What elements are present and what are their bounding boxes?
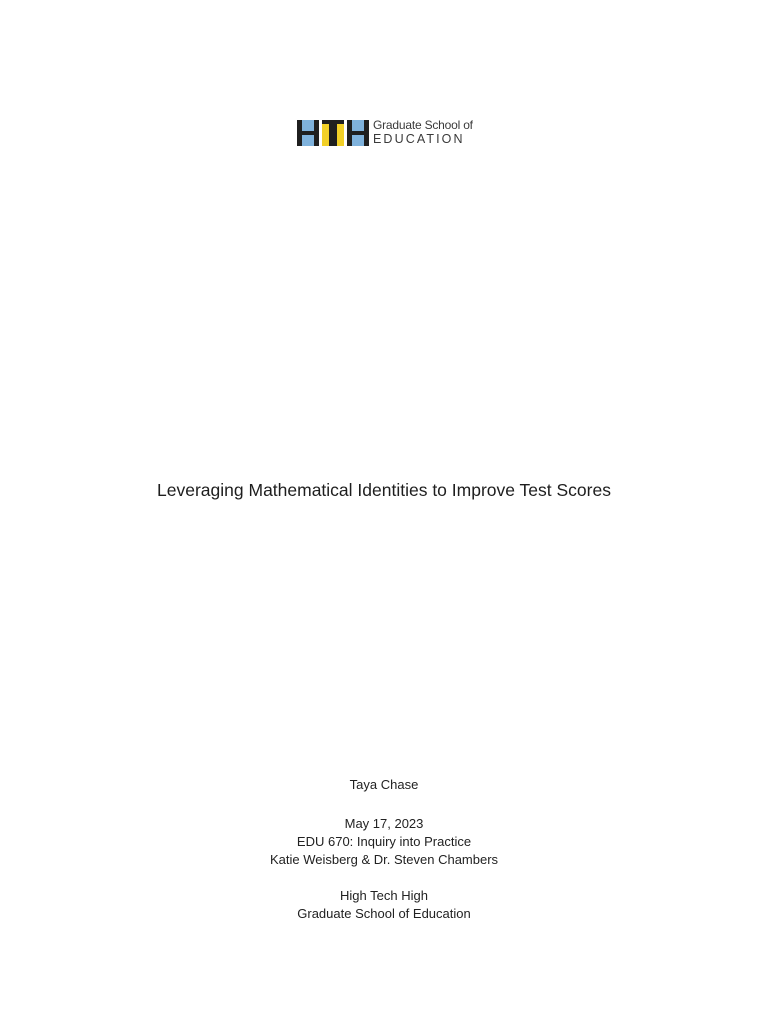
date: May 17, 2023 <box>344 816 424 831</box>
school-block <box>0 887 768 923</box>
logo-text <box>373 118 473 146</box>
logo-line-1: Graduate School of <box>373 118 473 132</box>
hth-logo-mark-icon <box>297 120 369 146</box>
document-title: Leveraging Mathematical Identities to Improve Test Scores <box>157 480 611 500</box>
logo-line-2: EDUCATION <box>373 132 465 146</box>
school-division: Graduate School of Education <box>297 906 471 921</box>
course: EDU 670: Inquiry into Practice <box>296 834 472 849</box>
author-name: Taya Chase <box>349 777 419 792</box>
school-name: High Tech High <box>340 888 428 903</box>
details-block <box>0 815 768 869</box>
author-block <box>0 776 768 794</box>
hth-logo <box>297 118 473 148</box>
instructors: Katie Weisberg & Dr. Steven Chambers <box>269 852 499 867</box>
